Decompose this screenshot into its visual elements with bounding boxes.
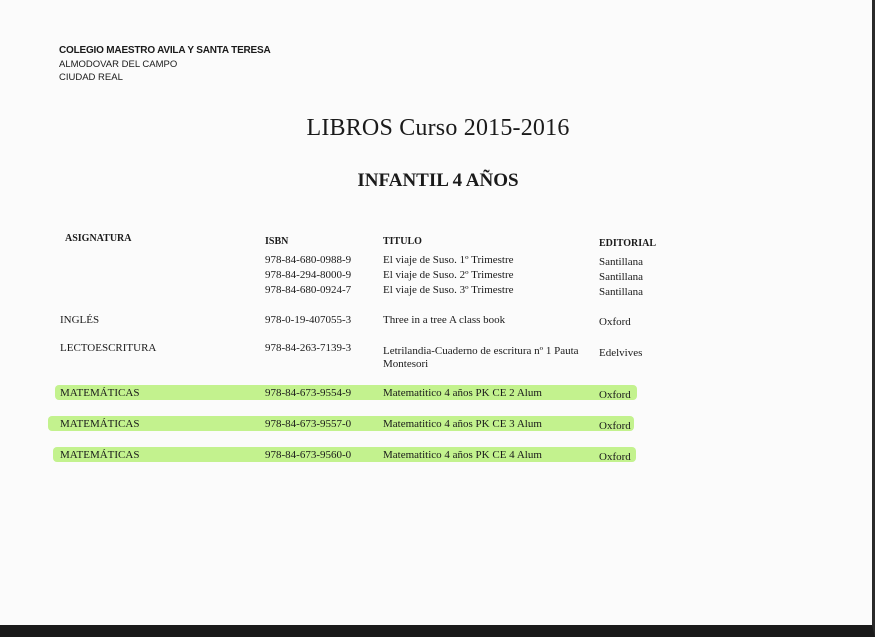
cell-isbn: 978-0-19-407055-3 bbox=[265, 314, 352, 326]
cell-titulo-line2: Montesori bbox=[383, 358, 429, 370]
cell-asignatura: MATEMÁTICAS bbox=[60, 387, 140, 399]
cell-asignatura: INGLÉS bbox=[60, 314, 100, 326]
document-subtitle: INFANTIL 4 AÑOS bbox=[357, 170, 519, 191]
cell-editorial: Oxford bbox=[599, 389, 631, 401]
school-province: CIUDAD REAL bbox=[59, 72, 123, 83]
cell-titulo: Three in a tree A class book bbox=[383, 314, 506, 326]
cell-titulo: El viaje de Suso. 2º Trimestre bbox=[383, 269, 514, 281]
cell-titulo: El viaje de Suso. 1º Trimestre bbox=[383, 254, 514, 266]
cell-isbn: 978-84-673-9554-9 bbox=[265, 387, 352, 399]
cell-editorial: Oxford bbox=[599, 420, 631, 432]
cell-titulo: Matematitico 4 años PK CE 4 Alum bbox=[383, 449, 542, 461]
cell-isbn: 978-84-263-7139-3 bbox=[265, 342, 352, 354]
cell-editorial: Santillana bbox=[599, 256, 643, 268]
cell-editorial: Edelvives bbox=[599, 347, 643, 359]
cell-asignatura: LECTOESCRITURA bbox=[60, 342, 157, 354]
cell-editorial: Oxford bbox=[599, 451, 631, 463]
cell-titulo: Matematitico 4 años PK CE 2 Alum bbox=[383, 387, 542, 399]
cell-isbn: 978-84-680-0924-7 bbox=[265, 284, 352, 296]
header-editorial: EDITORIAL bbox=[599, 238, 657, 249]
header-titulo: TITULO bbox=[383, 236, 422, 247]
cell-editorial: Oxford bbox=[599, 316, 631, 328]
school-header bbox=[59, 44, 271, 84]
school-town: ALMODOVAR DEL CAMPO bbox=[59, 59, 178, 70]
cell-titulo: Letrilandia-Cuaderno de escritura nº 1 Pauta bbox=[383, 345, 579, 357]
school-name: COLEGIO MAESTRO AVILA Y SANTA TERESA bbox=[59, 45, 271, 56]
cell-asignatura: MATEMÁTICAS bbox=[60, 418, 140, 430]
cell-isbn: 978-84-294-8000-9 bbox=[265, 269, 352, 281]
cell-editorial: Santillana bbox=[599, 286, 643, 298]
cell-asignatura: MATEMÁTICAS bbox=[60, 449, 140, 461]
document-title: LIBROS Curso 2015-2016 bbox=[306, 115, 570, 141]
cell-editorial: Santillana bbox=[599, 271, 643, 283]
header-asignatura: ASIGNATURA bbox=[65, 233, 132, 244]
cell-isbn: 978-84-673-9557-0 bbox=[265, 418, 352, 430]
header-isbn: ISBN bbox=[265, 236, 289, 247]
cell-isbn: 978-84-680-0988-9 bbox=[265, 254, 352, 266]
cell-titulo: El viaje de Suso. 3º Trimestre bbox=[383, 284, 514, 296]
cell-isbn: 978-84-673-9560-0 bbox=[265, 449, 352, 461]
cell-titulo: Matematitico 4 años PK CE 3 Alum bbox=[383, 418, 542, 430]
